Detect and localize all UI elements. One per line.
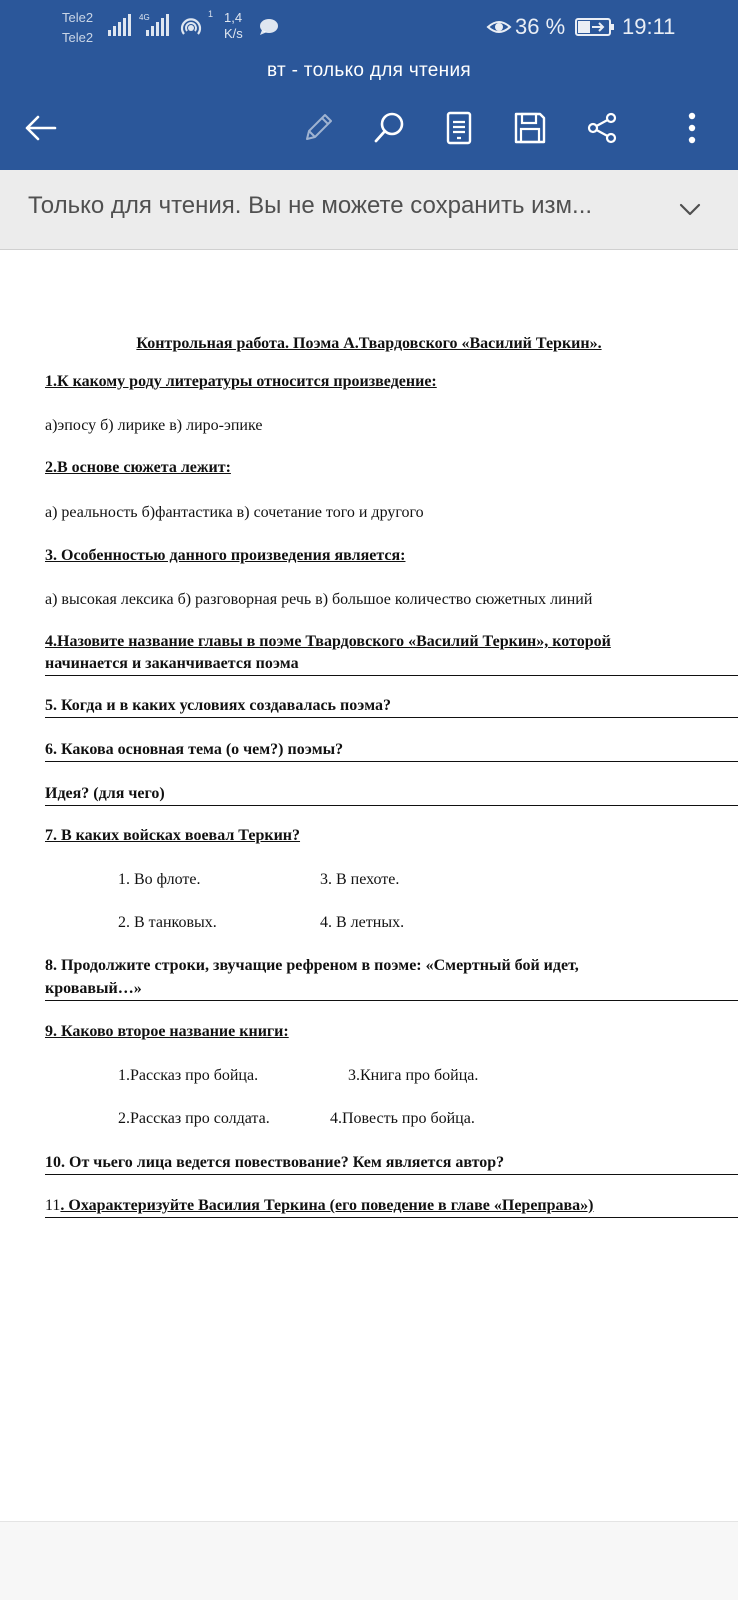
battery-percent: 36 % <box>515 14 566 39</box>
question-3-answers: а) высокая лексика б) разговорная речь в) большое количество сюжетных линий <box>45 591 593 608</box>
question-5: 5. Когда и в каких условиях создавалась поэма? <box>45 697 391 714</box>
network-type: 4G <box>139 13 150 22</box>
more-options-button[interactable] <box>670 106 714 150</box>
question-2: 2.В основе сюжета лежит: <box>45 459 231 476</box>
question-9: 9. Каково второе название книги: <box>45 1023 289 1040</box>
question-4-line-1: 4.Назовите название главы в поэме Твардовского «Василий Теркин», которой <box>45 633 611 650</box>
search-icon <box>372 110 408 146</box>
network-speed <box>224 10 243 42</box>
app-bar <box>0 0 738 170</box>
status-bar <box>0 0 738 55</box>
signal-strength-icon <box>108 14 131 36</box>
answer-line-10 <box>45 1174 738 1175</box>
reading-view-button[interactable] <box>437 106 481 150</box>
carrier-1: Tele2 <box>62 10 94 25</box>
battery-icon <box>575 17 615 37</box>
carrier-labels <box>62 8 93 48</box>
question-1: 1.К какому роду литературы относится произведение: <box>45 373 437 390</box>
question-7-option-1: 1. Во флоте. <box>118 871 201 888</box>
question-9-option-2: 2.Рассказ про солдата. <box>118 1110 270 1127</box>
share-button[interactable] <box>580 106 624 150</box>
question-7-option-3: 3. В пехоте. <box>320 871 400 888</box>
question-11-number: 11 <box>45 1197 61 1214</box>
signal-strength-icon-2 <box>146 14 169 36</box>
question-9-option-4: 4.Повесть про бойца. <box>330 1110 475 1127</box>
answer-line-6 <box>45 761 738 762</box>
clock: 19:11 <box>622 14 676 39</box>
question-11 <box>45 1197 594 1215</box>
more-options-icon <box>687 111 697 145</box>
question-3: 3. Особенностью данного произведения является: <box>45 547 406 564</box>
chevron-down-icon <box>679 203 701 217</box>
speed-value: 1,4 <box>224 10 243 25</box>
wifi-badge: 1 <box>208 9 214 19</box>
bottom-area <box>0 1521 738 1600</box>
answer-line-idea <box>45 805 738 806</box>
reading-view-icon <box>446 111 472 145</box>
question-6: 6. Какова основная тема (о чем?) поэмы? <box>45 741 344 758</box>
wifi-hotspot-icon <box>178 15 204 37</box>
chat-bubble-icon <box>259 18 279 36</box>
question-11-text: . Охарактеризуйте Василия Теркина (его поведение в главе «Переправа») <box>60 1197 594 1214</box>
save-button[interactable] <box>508 106 552 150</box>
answer-line-11 <box>45 1217 738 1218</box>
question-4-line-2: начинается и заканчивается поэма <box>45 655 299 672</box>
share-icon <box>585 111 619 145</box>
answer-line-5 <box>45 717 738 718</box>
question-2-answers: а) реальность б)фантастика в) сочетание того и другого <box>45 504 424 521</box>
pencil-icon <box>301 111 335 145</box>
back-arrow-icon <box>23 113 57 143</box>
question-9-option-1: 1.Рассказ про бойца. <box>118 1067 259 1084</box>
document-title: вт - только для чтения <box>267 60 471 81</box>
document-page[interactable] <box>0 251 738 1521</box>
expand-banner-button[interactable] <box>672 192 708 228</box>
idea-question: Идея? (для чего) <box>45 785 165 802</box>
question-9-option-3: 3.Книга про бойца. <box>348 1067 479 1084</box>
question-10: 10. От чьего лица ведется повествование? Кем является автор? <box>45 1154 505 1171</box>
speed-unit: K/s <box>224 26 243 41</box>
edit-button[interactable] <box>296 106 340 150</box>
question-7: 7. В каких войсках воевал Теркин? <box>45 827 301 844</box>
save-icon <box>513 111 547 145</box>
back-button[interactable] <box>18 106 62 150</box>
read-only-message: Только для чтения. Вы не можете сохранить изм... <box>28 192 593 219</box>
question-1-answers: а)эпосу б) лирике в) лиро-эпике <box>45 417 263 434</box>
document-heading: Контрольная работа. Поэма А.Твардовского «Василий Теркин». <box>136 335 602 352</box>
read-only-banner[interactable] <box>0 170 738 250</box>
question-7-option-4: 4. В летных. <box>320 914 405 931</box>
question-8-line-2: кровавый…» <box>45 980 142 997</box>
answer-line-4 <box>45 675 738 676</box>
carrier-2: Tele2 <box>62 30 94 45</box>
search-button[interactable] <box>368 106 412 150</box>
answer-line-8 <box>45 1000 738 1001</box>
question-7-option-2: 2. В танковых. <box>118 914 217 931</box>
question-8-line-1: 8. Продолжите строки, звучащие рефреном в поэме: «Смертный бой идет, <box>45 957 579 974</box>
eye-comfort-icon <box>486 17 512 37</box>
